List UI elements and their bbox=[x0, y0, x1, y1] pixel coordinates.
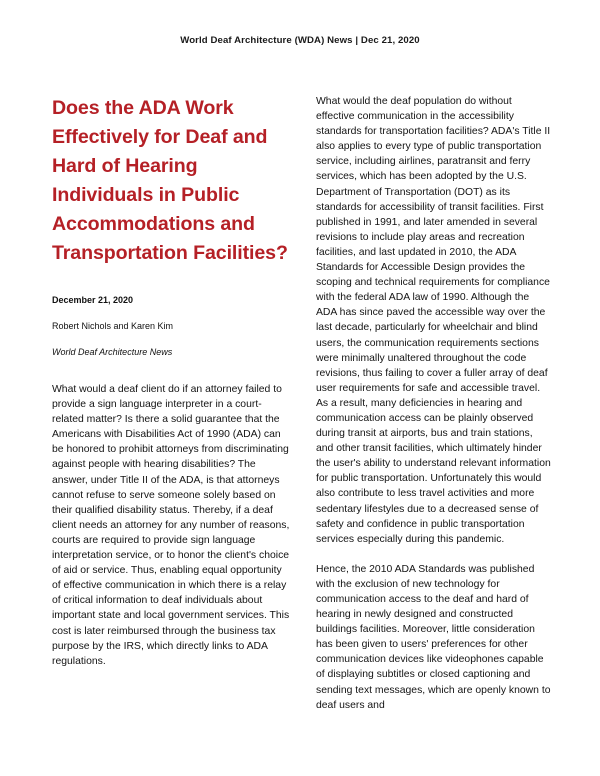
right-column bbox=[316, 94, 552, 713]
body-paragraph-3: Hence, the 2010 ADA Standards was published with the exclusion of new technology for communication access to the deaf and hard of hearing in newly designed and constructed buildings facilities. Moreover, little consideration has been given to users' preferences for other communication devices like videophones capable of displaying subtitles or closed captioning and sending text messages, which are openly known to deaf users and bbox=[316, 563, 551, 711]
left-column bbox=[52, 94, 292, 669]
article-title: Does the ADA Work Effectively for Deaf and Hard of Hearing Individuals in Public Accommodations and Transportation Facilities? bbox=[52, 97, 288, 264]
article-date: December 21, 2020 bbox=[52, 295, 134, 305]
body-paragraph-1: What would a deaf client do if an attorney failed to provide a sign language interpreter in a court-related matter? Is there a solid guarantee that the Americans with Disabilities Act of 1990 (ADA) can be honored to prohibit attorneys from discriminating against people with hearing disabilities? The answer, under Title II of the ADA, is that attorneys cannot refuse to serve someone solely based on their qualified disability status. Thereby, if a deaf client needs an attorney for any number of reasons, courts are required to provide sign language interpretation service, or to honor the client's choice of aid or service. Thus, enabling equal opportunity of effective communication in which there is a relay of critical information to deaf individuals about important state and local government services. This cost is later reimbursed through the business tax purpose by the IRS, which directly links to ADA regulations. bbox=[52, 384, 290, 667]
publication-name: World Deaf Architecture News bbox=[52, 347, 173, 357]
body-paragraph-2: What would the deaf population do without effective communication in the accessibility standards for transportation facilities? ADA's Title II also applies to every type of public transportation service, including airlines, paratransit and ferry services, which has been adopted by the U.S. Department of Transportation (DOT) as its standards for accessibility of transit facilities. First published in 1991, and later amended in several revisions to include play areas and recreation facilities, and last updated in 2010, the ADA Standards for Accessible Design provides the scoping and technical requirements for compliance with the federal ADA law of 1990. Although the ADA has since paved the accessible way over the last decade, particularly for wheelchair and blind users, the communication requirements sections were minimally unaltered throughout the code revisions, thus failing to cover a fuller array of deaf user requirements for safe and accessible travel. As a result, many deficiencies in hearing and communication access can be plainly observed during transit at airports, bus and train stations, and other transit facilities, which ultimately hinder the user's ability to understand relevant information for public transportation. Unfortunately this would also contribute to less travel activities and more sedentary lifestyles due to a decreased sense of safety and confidence in public transportation services especially during this pandemic. bbox=[316, 96, 551, 545]
page-header: World Deaf Architecture (WDA) News | Dec 21, 2020 bbox=[180, 35, 420, 46]
article-authors: Robert Nichols and Karen Kim bbox=[52, 321, 174, 331]
